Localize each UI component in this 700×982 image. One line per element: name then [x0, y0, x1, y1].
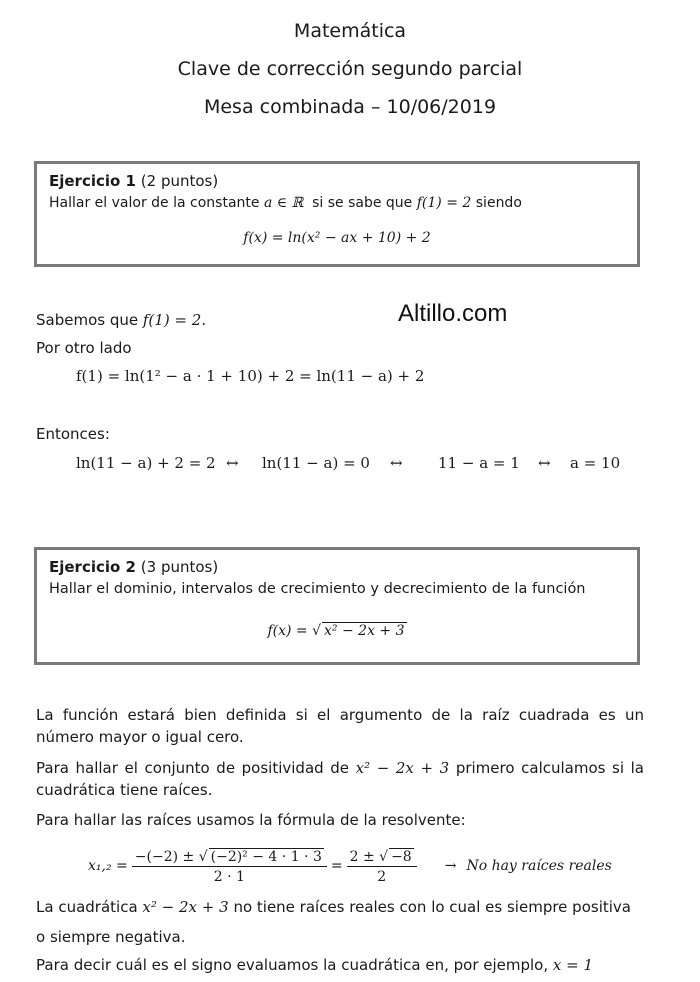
paragraph-text: Para decir cuál es el signo evaluamos la cuadrática en, por ejemplo,: [36, 956, 549, 974]
fraction-1-numerator: [132, 848, 327, 867]
paragraph-math: x = 1: [552, 956, 594, 974]
chain-step-2: ln(11 − a) = 0: [262, 454, 370, 472]
resolvent-fraction-2: [347, 848, 417, 885]
resolvent-fraction-1: [132, 848, 327, 885]
numerator-prefix: −(−2) ±: [134, 848, 195, 865]
chain-step-1: ln(11 − a) + 2 = 2: [76, 454, 216, 472]
solution-1-equation: f(1) = ln(1² − a · 1 + 10) + 2 = ln(11 − a) + 2: [76, 367, 425, 385]
resolvent-conclusion: No hay raíces reales: [466, 858, 612, 874]
paragraph-text: no tiene raíces reales con lo cual es siempre positiva: [233, 898, 631, 916]
formula-lhs: f(x) =: [267, 623, 308, 639]
paragraph-math: x² − 2x + 3: [355, 759, 450, 777]
paragraph-text: primero calculamos si la cuadrática tiene raíces.: [36, 759, 644, 799]
exercise-2-box: [34, 547, 640, 665]
chain-arrow-2: ↔: [390, 454, 403, 472]
arrow-icon: →: [444, 858, 457, 874]
solution-2-paragraph-3: Para hallar las raíces usamos la fórmula de la resolvente:: [36, 811, 466, 829]
chain-step-3: 11 − a = 1: [438, 454, 520, 472]
fraction-2-denominator: 2: [377, 868, 387, 885]
solution-2-paragraph-1: La función estará bien definida si el argumento de la raíz cuadrada es un número mayor o igual cero.: [36, 706, 644, 746]
paragraph-text: Para hallar el conjunto de positividad de: [36, 759, 350, 777]
solution-math: f(1) = 2.: [142, 311, 207, 329]
statement-text: Hallar el valor de la constante: [49, 195, 260, 211]
watermark: Altillo.com: [398, 300, 508, 327]
doc-date-line: Mesa combinada – 10/06/2019: [203, 96, 497, 118]
equals-sign: =: [330, 858, 343, 874]
numerator-radicand: −8: [391, 848, 412, 865]
formula-radicand: x² − 2x + 3: [324, 623, 405, 639]
exercise-2-heading: [49, 558, 218, 576]
solution-text: Sabemos que: [36, 311, 139, 329]
numerator-prefix: 2 ±: [349, 848, 375, 865]
exercise-2-title: Ejercicio 2: [49, 558, 136, 576]
exercise-2-statement: Hallar el dominio, intervalos de crecimiento y decrecimiento de la función: [49, 581, 586, 597]
exercise-1-statement: [49, 195, 522, 211]
statement-text: si se sabe que: [312, 195, 413, 211]
exercise-1-box: [34, 161, 640, 267]
sqrt-icon: √: [312, 623, 322, 639]
sqrt-icon: √: [379, 848, 389, 865]
fraction-2-numerator: [347, 848, 417, 867]
numerator-radicand: (−2)² − 4 · 1 · 3: [210, 848, 322, 865]
exercise-1-points: (2 puntos): [140, 172, 219, 190]
chain-step-4: a = 10: [570, 454, 621, 472]
sqrt-icon: √: [198, 848, 208, 865]
paragraph-text: La cuadrática: [36, 898, 138, 916]
solution-1-entonces: Entonces:: [36, 425, 110, 443]
fraction-1-denominator: 2 · 1: [213, 868, 245, 885]
exercise-1-title: Ejercicio 1: [49, 172, 136, 190]
exercise-1-formula: f(x) = ln(x² − ax + 10) + 2: [243, 230, 431, 246]
chain-arrow-1: ↔: [226, 454, 239, 472]
statement-math: a ∈ ℝ: [263, 195, 304, 211]
chain-arrow-3: ↔: [538, 454, 551, 472]
exercise-1-heading: [49, 172, 218, 190]
statement-text: siendo: [475, 195, 522, 211]
solution-2-paragraph-2: [36, 757, 644, 801]
solution-1-line-2: Por otro lado: [36, 339, 132, 357]
statement-condition: f(1) = 2: [416, 195, 472, 211]
solution-1-line-1: [36, 311, 206, 329]
doc-title: Clave de corrección segundo parcial: [177, 58, 523, 80]
doc-subject: Matemática: [293, 20, 407, 42]
resolvent-formula: [88, 846, 612, 886]
paragraph-math: x² − 2x + 3: [142, 898, 229, 916]
solution-2-paragraph-4-cont: o siempre negativa.: [36, 928, 186, 946]
resolvent-lhs: x₁,₂ =: [88, 858, 128, 874]
solution-2-paragraph-4: [36, 898, 644, 916]
exercise-2-points: (3 puntos): [140, 558, 219, 576]
exercise-2-formula: [37, 622, 637, 639]
solution-2-paragraph-5: [36, 956, 593, 974]
